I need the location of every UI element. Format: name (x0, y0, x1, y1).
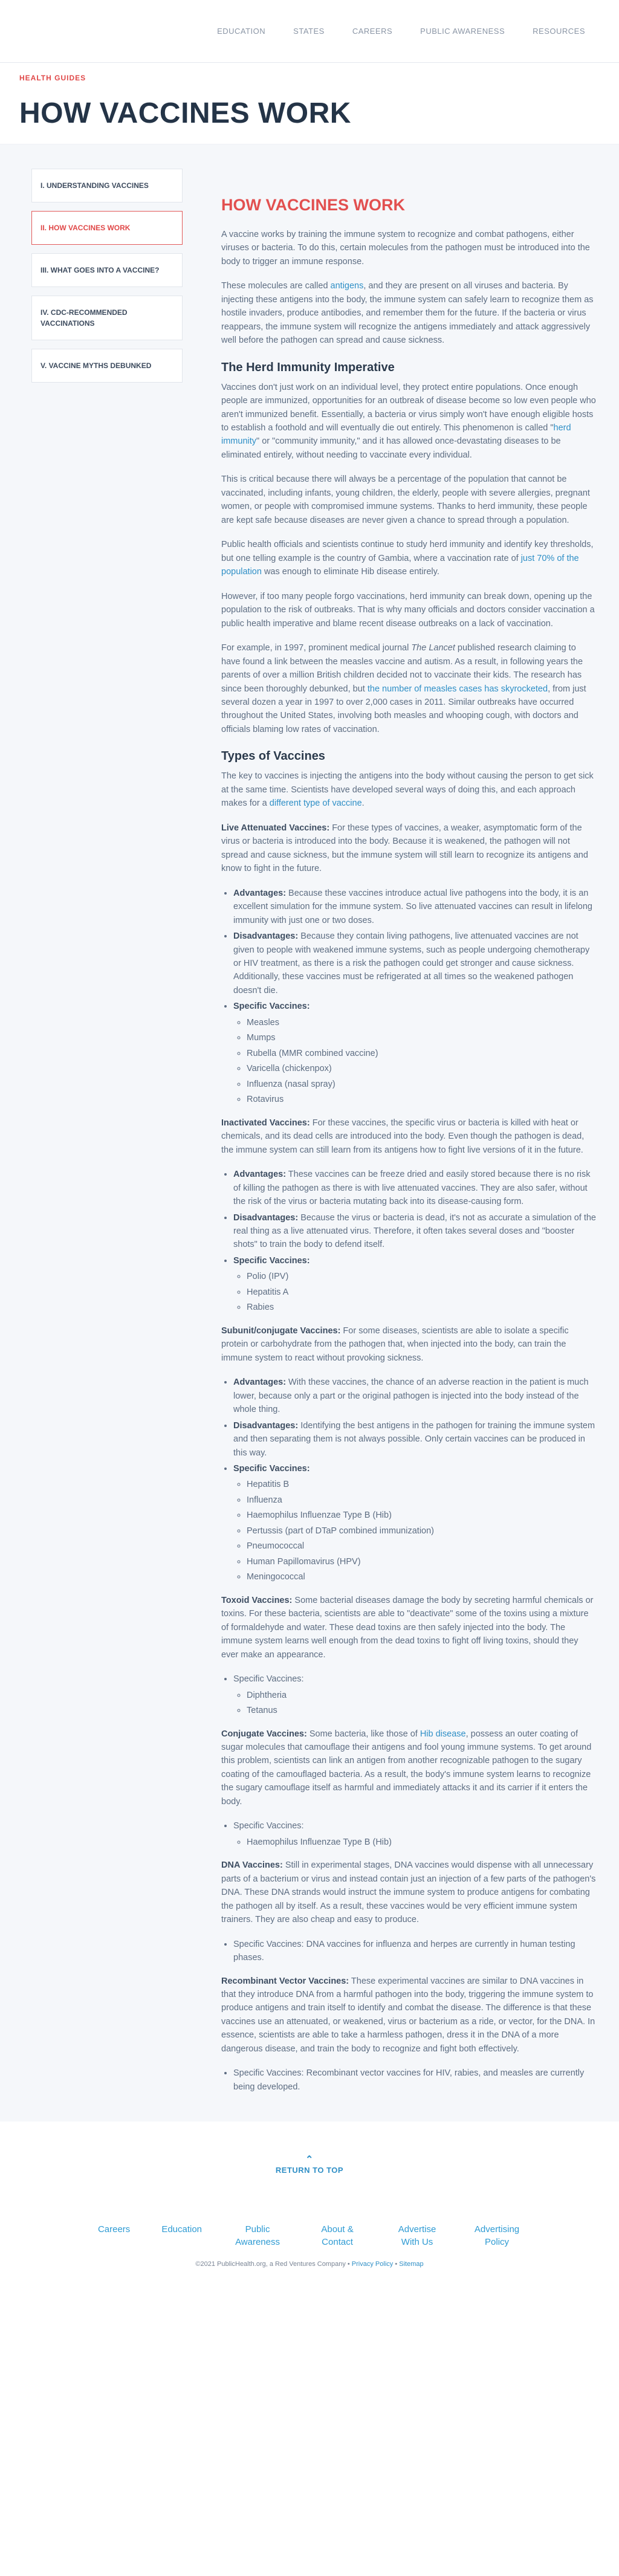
text: Identifying the best antigens in the pathogen for training the immune system and then separating them is not always possible. Only certain vaccines can be produced in this way. (233, 1420, 595, 1458)
label: Advantages: (233, 888, 287, 898)
sitemap-link[interactable]: Sitemap (399, 2260, 424, 2268)
paragraph (221, 769, 596, 810)
paragraph (221, 381, 596, 462)
paragraph (221, 473, 596, 527)
antigens-link[interactable]: antigens (330, 281, 364, 291)
text: These vaccines can be freeze dried and easily stored because there is no risk of killing the pathogen as there is with live attenuated vaccines. They are also safer, without the risk of the virus or bacteria mutating back into its disease-causing form. (233, 1170, 591, 1207)
footer-links (0, 2223, 619, 2248)
sidebar-item-myths-debunked[interactable]: V. VACCINE MYTHS DEBUNKED (31, 349, 183, 383)
list-item: ◦ Rotavirus (247, 1093, 596, 1106)
label: Conjugate Vaccines: (221, 1729, 307, 1739)
list-item (233, 1376, 596, 1416)
top-nav (0, 0, 619, 63)
text: Some bacteria, like those of (306, 1729, 420, 1739)
nav-public-awareness[interactable]: PUBLIC AWARENESS (420, 27, 505, 36)
measles-cases-link[interactable]: the number of measles cases has skyrocketed (367, 684, 548, 694)
list-item: ◦ Varicella (chickenpox) (247, 1062, 596, 1075)
list-item: ◦ Meningococcal (247, 1570, 596, 1584)
return-to-top-link[interactable] (0, 2155, 619, 2175)
footer-link-careers[interactable]: Careers (97, 2224, 131, 2235)
label: Disadvantages: (233, 1420, 299, 1431)
list-item: ◦ Rubella (MMR combined vaccine) (247, 1047, 596, 1060)
footer (0, 2223, 619, 2281)
label: Advantages: (233, 1170, 287, 1180)
hero-kicker[interactable]: HEALTH GUIDES (19, 74, 86, 82)
list-item: ◦ Rabies (247, 1301, 596, 1314)
list-item: ◦ Pertussis (part of DTaP combined immunization) (247, 1524, 596, 1538)
paragraph (221, 228, 596, 268)
conjugate-list (221, 1819, 596, 1849)
guide-sidebar (0, 169, 181, 2103)
list-item: ◦ Influenza (nasal spray) (247, 1078, 596, 1091)
list-item (233, 887, 596, 927)
sidebar-item-understanding[interactable]: I. UNDERSTANDING VACCINES (31, 169, 183, 202)
text: Still in experimental stages, DNA vaccines would dispense with all unnecessary parts of a bacterium or virus and instead contain just an injection of a few parts of the pathogen's DNA. These DNA strands would instruct the immune system to produce antigens for combating the pathogen all by itself. As a result, these vaccines would be very efficient immune system trainers. They are also cheap and easy to produce. (221, 1860, 596, 1925)
list-item (233, 1672, 596, 1717)
footer-link-public-awareness[interactable]: Public Awareness (235, 2224, 280, 2248)
gambia-link[interactable]: just 70% of the population (221, 553, 579, 577)
label: Inactivated Vaccines: (221, 1118, 310, 1128)
label: Specific Vaccines: (233, 1255, 310, 1266)
text: Some bacterial diseases damage the body by secreting harmful chemicals or toxins. For these bacteria, scientists are able to "deactivate" some of the toxins using a mixture of formaldehyde and water. These dead toxins are then safely injected into the body. The immune system learns well enough from the dead toxins to fight off living toxins, should they ever make an appearance. (221, 1595, 594, 1660)
list-item (233, 930, 596, 997)
conjugate-intro (221, 1727, 596, 1809)
inactivated-intro (221, 1116, 596, 1157)
text: With these vaccines, the chance of an adverse reaction in the patient is much lower, because only a part or the original pathogen is injected into the body instead of the whole thing. (233, 1377, 589, 1415)
toxoid-intro (221, 1594, 596, 1662)
nav-states[interactable]: STATES (293, 27, 325, 36)
text: For these vaccines, the specific virus or bacteria is killed with heat or chemicals, and its dead cells are introduced into the body. Even though the pathogen is dead, the immune system can still learn from its antigens how to fight live versions of it in the future. (221, 1118, 585, 1155)
label: Specific Vaccines: (233, 1464, 310, 1474)
list-item: ◦ Pneumococcal (247, 1539, 596, 1553)
list-item: ◦ Diphtheria (247, 1689, 596, 1702)
vaccine-types-link[interactable]: different type of vaccine (269, 798, 362, 809)
inactivated-list (221, 1168, 596, 1315)
paragraph (221, 590, 596, 630)
nav-resources[interactable]: RESOURCES (533, 27, 585, 36)
copyright (0, 2260, 619, 2268)
text: These experimental vaccines are similar to DNA vaccines in that they introduce DNA from a harmful pathogen into the body, triggering the immune system to produce antigens and train itself to identify and combat the disease. The difference is that these vaccines use an attenuated, or weakened, virus or bacterium as a ride, or vector, for the DNA. In essence, scientists are able to take a harmless pathogen, dress it in the DNA of a more dangerous disease, and train the body to recognize and fight both effectively. (221, 1976, 595, 2054)
paragraph (221, 641, 596, 736)
text: was enough to eliminate Hib disease entirely. (261, 567, 439, 577)
recombinant-list (221, 2066, 596, 2094)
live-attenuated-list (221, 887, 596, 1107)
section-title-types: Types of Vaccines (221, 749, 325, 763)
label: Disadvantages: (233, 931, 299, 942)
vaccine-sublist (233, 1478, 596, 1584)
text: Because they contain living pathogens, live attenuated vaccines are not given to people with weakened immune systems, such as people undergoing chemotherapy or HIV treatment, as there is a risk the pathogen could get stronger and cause sickness. Additionally, these vaccines must be refrigerated at all times so the weakened pathogen doesn't die. (233, 931, 590, 995)
list-item (233, 1168, 596, 1208)
nav-careers[interactable]: CAREERS (352, 27, 393, 36)
list-item: ◦ Haemophilus Influenzae Type B (Hib) (247, 1836, 596, 1849)
separator: • (393, 2260, 400, 2268)
copyright-text: ©2021 PublicHealth.org, a Red Ventures Company • (195, 2260, 352, 2268)
recombinant-intro (221, 1975, 596, 2056)
text: , and they are present on all viruses and bacteria. By injecting these antigens into the body, the immune system can safely learn to recognize them as hostile invaders, produce antibodies, and remember them for the future. If the bacteria or virus reappears, the immune system will recognize the antigens immediately and attack aggressively well before the pathogen can spread and cause sickness. (221, 281, 594, 346)
text: For example, in 1997, prominent medical journal (221, 643, 412, 653)
list-item: ◦ Haemophilus Influenzae Type B (Hib) (247, 1509, 596, 1522)
label: Advantages: (233, 1377, 287, 1388)
dna-intro (221, 1859, 596, 1926)
herd-immunity-link[interactable]: herd immunity (221, 423, 571, 447)
text: , possess an outer coating of sugar molecules that camouflage their antigens and fool young immune systems. To get around this problem, scientists can link an antigen from another recognizable pathogen to the sugary coating of the camouflaged bacteria. As a result, the body's immune system learns to recognize the sugary camouflage itself as harmful and immediately attacks it and its carrier if it enters the body. (221, 1729, 592, 1807)
subunit-list (221, 1376, 596, 1584)
text: A vaccine works by training the immune system to recognize and combat pathogens, either viruses or bacteria. To do this, certain molecules from the pathogen must be introduced into the body to trigger an immune response. (221, 229, 590, 267)
text: The key to vaccines is injecting the antigens into the body without causing the person to get sick at the same time. Scientists have developed several ways of doing this, and each approach makes for a (221, 771, 594, 809)
list-item: ◦ Human Papillomavirus (HPV) (247, 1555, 596, 1568)
paragraph (221, 279, 596, 347)
subunit-intro (221, 1324, 596, 1365)
label: Recombinant Vector Vaccines: (221, 1976, 349, 1986)
vaccine-sublist (233, 1270, 596, 1314)
dna-list (221, 1938, 596, 1965)
vaccine-sublist (233, 1016, 596, 1107)
sidebar-item-what-goes-into[interactable]: III. WHAT GOES INTO A VACCINE? (31, 253, 183, 287)
label: Disadvantages: (233, 1212, 299, 1223)
main-layout (0, 144, 619, 2121)
text: However, if too many people forgo vaccinations, herd immunity can break down, opening up the population to the risk of outbreaks. That is why many officials and doctors consider vaccination a public health imperative and blame recent disease outbreaks on a lack of vaccination. (221, 591, 595, 629)
footer-link-education[interactable]: Education (161, 2224, 203, 2235)
list-item: ◦ Hepatitis A (247, 1286, 596, 1299)
article-heading: HOW VACCINES WORK (221, 196, 405, 214)
label: Toxoid Vaccines: (221, 1595, 293, 1605)
text: " or "community immunity," and it has allowed once-devastating diseases to be eliminated entirely, without needing to vaccinate every individual. (221, 436, 561, 460)
hib-disease-link[interactable]: Hib disease (420, 1729, 466, 1739)
return-to-top-label: RETURN TO TOP (275, 2166, 344, 2175)
privacy-policy-link[interactable]: Privacy Policy (351, 2260, 394, 2268)
footer-link-advertising-policy[interactable]: Advertising Policy (474, 2224, 520, 2248)
list-item: ◦ Measles (247, 1016, 596, 1029)
list-item (233, 1254, 596, 1315)
text: published research claiming to have found a link between the measles vaccine and autism. As a result, in following years the parents of over a million British children decided not to vaccinate their kids. The research has since been thoroughly debunked, but (221, 643, 583, 694)
section-title-herd-immunity: The Herd Immunity Imperative (221, 360, 395, 374)
text: , from just several dozen a year in 1997 to over 2,000 cases in 2011. Similar outbreaks have occurred throughout the United States, involving both measles and whooping cough, with doctors and officials blaming low rates of vaccination. (221, 684, 586, 734)
list-item: • Specific Vaccines: Recombinant vector vaccines for HIV, rabies, and measles are currently being developed. (233, 2066, 596, 2094)
text: Because the virus or bacteria is dead, it's not as accurate a simulation of the real thing as a live attenuated virus. Therefore, it often takes several doses and "booster shots" to train the body to defend itself. (233, 1212, 596, 1250)
list-item: ◦ Influenza (247, 1493, 596, 1507)
hero (0, 63, 619, 144)
vaccine-sublist (233, 1689, 596, 1718)
text: Public health officials and scientists continue to study herd immunity and identify key thresholds, but one telling example is the country of Gambia, where a vaccination rate of (221, 540, 594, 563)
text: For some diseases, scientists are able to isolate a specific protein or carbohydrate from the pathogen that, when injected into the body, can train the immune system to react without provoking sickness. (221, 1325, 569, 1363)
paragraph (221, 538, 596, 578)
text: Because these vaccines introduce actual live pathogens into the body, it is an excellent simulation for the immune system. So live attenuated vaccines can result in lifelong immunity with just one or two doses. (233, 888, 592, 925)
list-item (233, 1211, 596, 1252)
list-item (233, 1819, 596, 1849)
label: Specific Vaccines: (233, 1674, 304, 1684)
sidebar-item-cdc-recommended[interactable]: IV. CDC-RECOMMENDED VACCINATIONS (31, 296, 183, 340)
footer-link-advertise[interactable]: Advertise With Us (398, 2224, 436, 2248)
journal-name: The Lancet (411, 643, 455, 653)
list-item (233, 1000, 596, 1106)
live-attenuated-intro (221, 821, 596, 876)
toxoid-list (221, 1672, 596, 1717)
label: Subunit/conjugate Vaccines: (221, 1325, 341, 1336)
text: . (361, 798, 365, 809)
list-item: ◦ Mumps (247, 1031, 596, 1044)
sidebar-item-how-vaccines-work[interactable]: II. HOW VACCINES WORK (31, 211, 183, 245)
label: Specific Vaccines: (233, 1002, 310, 1012)
text: These molecules are called (221, 281, 331, 291)
article (221, 169, 596, 2103)
nav-education[interactable]: EDUCATION (217, 27, 266, 36)
list-item: • Specific Vaccines: DNA vaccines for influenza and herpes are currently in human testing phases. (233, 1938, 596, 1965)
return-to-top (0, 2121, 619, 2223)
list-item: ◦ Tetanus (247, 1704, 596, 1717)
list-item (233, 1419, 596, 1460)
text: For these types of vaccines, a weaker, asymptomatic form of the virus or bacteria is introduced into the body. Because it is weakened, the pathogen will not spread and cause sickness, but the immune system will still learn to recognize its antigens and know to fight in the future. (221, 823, 588, 874)
chevron-up-icon: ⌃ (305, 2155, 314, 2166)
list-item: ◦ Hepatitis B (247, 1478, 596, 1491)
text: Vaccines don't just work on an individual level, they protect entire populations. Once enough people are immunized, opportunities for an outbreak of disease become so low even people who aren't immunized benefit. Essentially, a bacteria or virus simply won't have enough eligible hosts to establish a foothold and will eventually die out entirely. This phenomenon is called " (221, 382, 596, 433)
vaccine-sublist (233, 1836, 596, 1849)
text: This is critical because there will always be a percentage of the population that cannot be vaccinated, including infants, young children, the elderly, people with severe allergies, pregnant women, or people with compromised immune systems. Thanks to herd immunity, these people are kept safe because diseases are never given a chance to spread through a population. (221, 474, 590, 525)
label: Specific Vaccines: (233, 1821, 304, 1831)
label: DNA Vaccines: (221, 1860, 283, 1871)
page-title: HOW VACCINES WORK (19, 97, 351, 129)
footer-link-about-contact[interactable]: About & Contact (321, 2224, 354, 2248)
label: Live Attenuated Vaccines: (221, 823, 330, 833)
list-item: ◦ Polio (IPV) (247, 1270, 596, 1283)
list-item (233, 1462, 596, 1584)
